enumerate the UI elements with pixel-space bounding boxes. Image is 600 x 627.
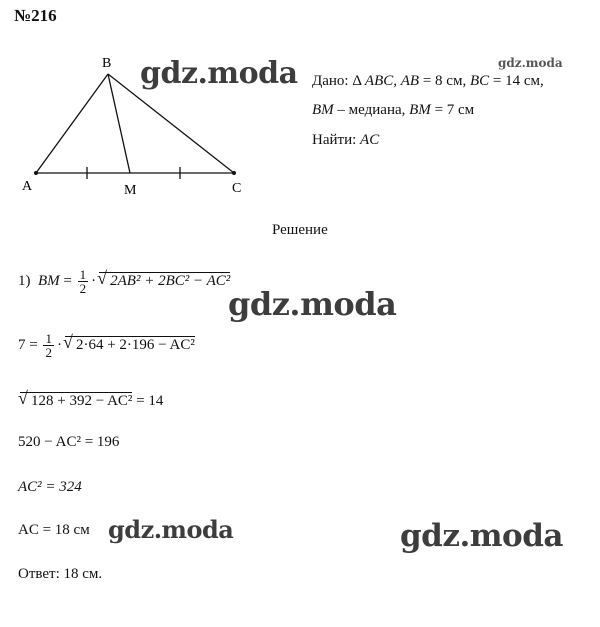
watermark-logo: gdz.moda: [498, 56, 563, 70]
given-line-1: Дано: Δ ABC, AB = 8 см, BC = 14 см,: [312, 73, 544, 89]
step-4: 520 − AC² = 196: [18, 434, 120, 450]
answer: Ответ: 18 см.: [18, 566, 103, 582]
side-ab: [36, 74, 108, 173]
find-line: Найти: AC: [312, 132, 380, 148]
vertex-label-m: M: [124, 183, 137, 198]
fraction-half: $\frac{1}{2}$: [79, 267, 87, 296]
point-a: [34, 171, 38, 175]
given-line-2: BM – медиана, BM = 7 см: [312, 102, 475, 118]
step-5: AC² = 324: [18, 479, 82, 495]
solution-title: Решение: [272, 222, 328, 238]
problem-number: №216: [14, 6, 57, 25]
step-6: AC = 18 см: [18, 522, 90, 538]
step-1: 1) BM = $\frac{1}{2}$ ·√ 2AB² + 2BC² − AC²: [18, 268, 230, 295]
vertex-label-a: A: [22, 179, 33, 194]
step-3: √ 128 + 392 − AC² = 14: [18, 392, 163, 410]
watermark-logo: gdz.moda: [228, 285, 397, 323]
vertex-label-c: C: [232, 181, 242, 196]
vertex-label-b: B: [102, 56, 112, 71]
triangle-diagram: [0, 0, 600, 210]
watermark-logo: gdz.moda: [400, 518, 563, 554]
step-2: 7 = $\frac{1}{2}$ ·√ 2·64 + 2·196 − AC²: [18, 332, 195, 359]
watermark-logo: gdz.moda: [140, 56, 298, 91]
point-c: [232, 171, 236, 175]
fraction-half: $\frac{1}{2}$: [45, 331, 52, 360]
watermark-logo: gdz.moda: [108, 515, 234, 544]
